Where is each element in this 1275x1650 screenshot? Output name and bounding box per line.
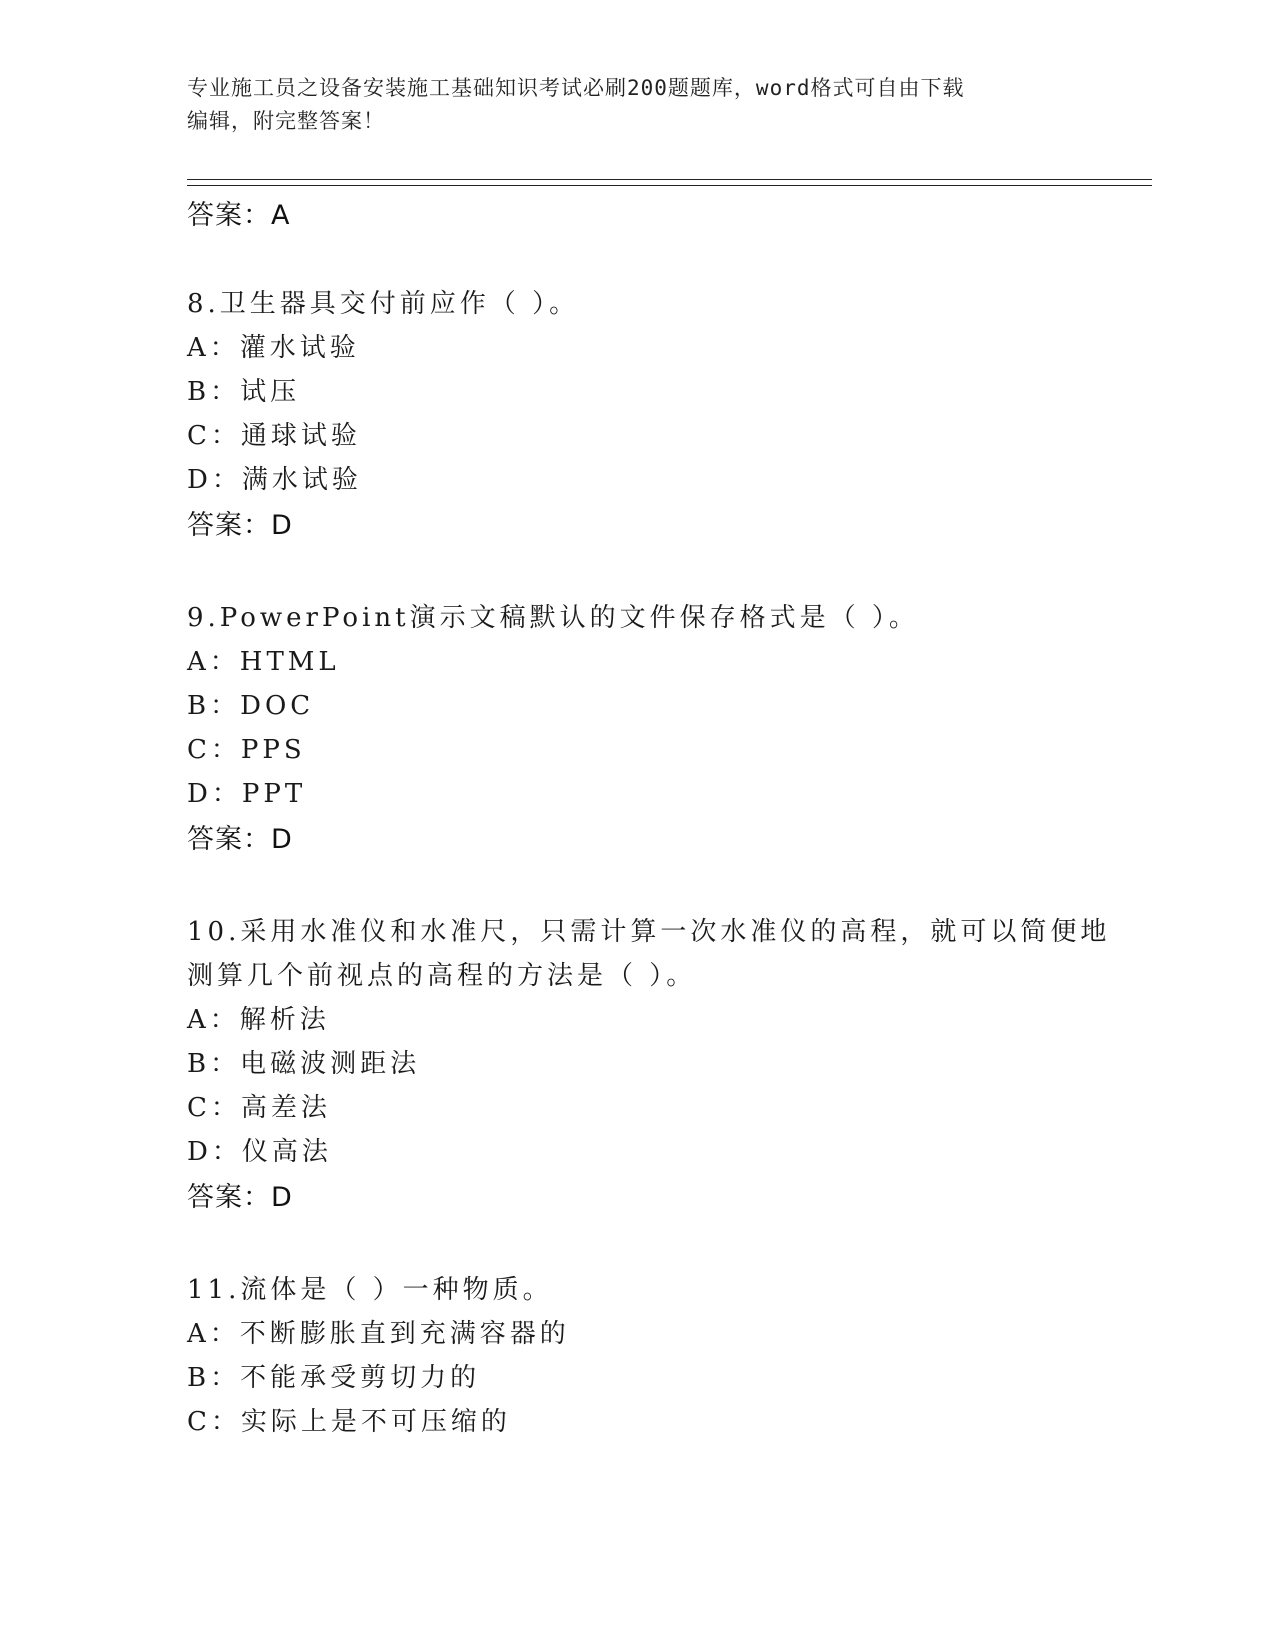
question-9-option-a: A：HTML <box>187 647 340 677</box>
header-line-1: 专业施工员之设备安装施工基础知识考试必刷200题题库，word格式可自由下载 <box>187 76 965 100</box>
question-10-answer: 答案：D <box>187 1182 293 1213</box>
question-10-option-c: C：高差法 <box>187 1093 331 1123</box>
question-9-answer: 答案：D <box>187 824 293 855</box>
question-8-option-d: D：满水试验 <box>187 465 362 495</box>
document-header <box>187 72 1067 138</box>
question-9-stem: 9.PowerPoint演示文稿默认的文件保存格式是（ ）。 <box>187 603 919 633</box>
answer-prev: 答案：A <box>187 200 291 231</box>
question-8-answer: 答案：D <box>187 510 293 541</box>
question-11-stem: 11.流体是（ ）一种物质。 <box>187 1275 553 1305</box>
question-10-option-b: B：电磁波测距法 <box>187 1049 421 1079</box>
header-divider-thin <box>187 179 1152 180</box>
question-8-option-c: C：通球试验 <box>187 421 361 451</box>
question-11-option-b: B：不能承受剪切力的 <box>187 1363 481 1393</box>
question-10-option-a: A：解析法 <box>187 1005 330 1035</box>
question-9-option-d: D：PPT <box>187 779 307 809</box>
question-11-option-a: A：不断膨胀直到充满容器的 <box>187 1319 570 1349</box>
question-10-stem-line-2: 测算几个前视点的高程的方法是（ ）。 <box>187 961 697 991</box>
question-9-option-b: B：DOC <box>187 691 315 721</box>
question-8-option-b: B：试压 <box>187 377 301 407</box>
question-8-stem: 8.卫生器具交付前应作（ ）。 <box>187 289 580 319</box>
question-11-option-c: C：实际上是不可压缩的 <box>187 1407 511 1437</box>
question-10-stem-line-1: 10.采用水准仪和水准尺，只需计算一次水准仪的高程，就可以简便地 <box>187 917 1111 947</box>
header-line-2: 编辑，附完整答案！ <box>187 109 385 133</box>
question-10-option-d: D：仪高法 <box>187 1137 332 1167</box>
question-9-option-c: C：PPS <box>187 735 306 765</box>
question-8-option-a: A：灌水试验 <box>187 333 360 363</box>
header-divider-thick <box>187 185 1152 186</box>
